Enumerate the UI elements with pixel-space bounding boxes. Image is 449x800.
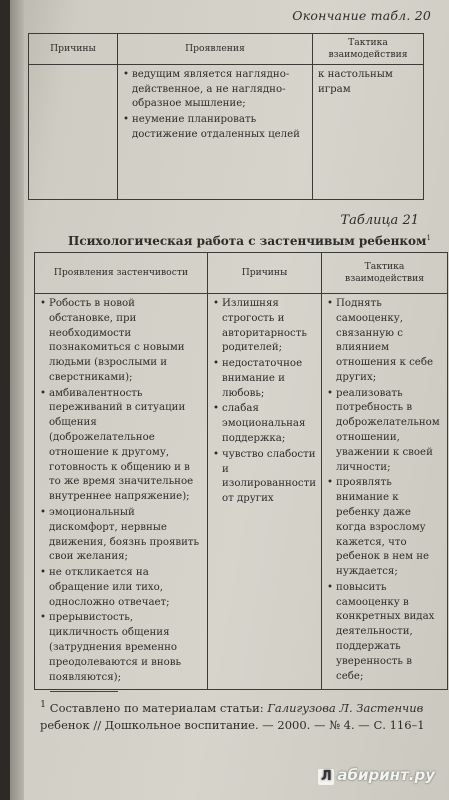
table-number: Таблица 21 — [340, 213, 419, 228]
list-item: • не откликается на обращение или тихо, односложно отвечает; — [40, 566, 202, 610]
table-20-cell-manifestations — [118, 64, 313, 199]
table-21 — [34, 252, 448, 690]
list-item: • прерывистость, цикличность общения (затруднения временно преодолеваются и вновь появляются); — [40, 611, 202, 685]
labirint-logo-icon: Л — [318, 769, 334, 785]
table-20-header-reasons: Причины — [29, 34, 118, 65]
table-21-header-reasons: Причины — [208, 253, 322, 294]
footnote: $^1$ Составлено по материалам статьи: Галигузова Л. Застенчив ребенок // Дошкольное воспитание. — 2000. — № 4. — С. 116–1 — [40, 699, 425, 732]
table-20 — [28, 33, 424, 200]
list-item: • проявлять внимание к ребенку даже когда взрослому кажется, что ребенок в нем не нуждается; — [327, 476, 442, 579]
table-21-row — [35, 294, 448, 690]
footnote-author: Галигузова Л. Застенчив — [267, 700, 424, 715]
footnote-divider — [50, 691, 118, 692]
table-continuation-label: Окончание табл. 20 — [292, 8, 431, 23]
labirint-watermark-logo: Л абиринт.ру — [318, 766, 435, 785]
table-20-header-tactics: Тактика взаимодействия — [313, 34, 424, 65]
list-item: • повысить самооценку в конкретных видах деятельности, поддержать уверенность в себе; — [327, 581, 442, 684]
list-item: • Робость в новой обстановке, при необходимости познакомиться с новыми людьми (взрослыми и сверстниками); — [40, 297, 202, 386]
table-21-header-tactics: Тактика взаимодействия — [322, 253, 448, 294]
list-item: • чувство слабости и изолированности от других — [213, 448, 316, 507]
book-page — [10, 0, 449, 800]
table-20-header-manifestations: Проявления — [118, 34, 313, 65]
table-20-cell-tactics: к настольным играм — [313, 64, 424, 199]
table-20-header-row — [29, 34, 424, 65]
table-20-cell-reasons — [29, 64, 118, 199]
list-item: • Излишняя строгость и авторитарность родителей; — [213, 297, 316, 356]
page-gutter — [10, 0, 24, 800]
list-item: • слабая эмоциональная поддержка; — [213, 402, 316, 446]
list-item: • недостаточное внимание и любовь; — [213, 357, 316, 401]
table-21-cell-reasons — [208, 294, 322, 690]
list-item: • ведущим является наглядно-действенное, а не наглядно-образное мышление; — [123, 68, 307, 112]
list-item: • реализовать потребность в доброжелательном отношении, уважении к своей личности; — [327, 387, 442, 476]
list-item: • неумение планировать достижение отдаленных целей — [123, 113, 307, 143]
table-20-row — [29, 64, 424, 199]
table-21-cell-manifestations — [35, 294, 208, 690]
table-title: Психологическая работа с застенчивым ребенком$^1$ — [68, 234, 431, 248]
table-21-header-row — [35, 253, 448, 294]
list-item: • амбивалентность переживаний в ситуации общения (доброжелательное отношение к другому, готовность к общению и в то же время значительное внутреннее напряжение); — [40, 387, 202, 505]
footnote-mark: 1 — [40, 699, 47, 710]
table-21-cell-tactics — [322, 294, 448, 690]
list-item: • эмоциональный дискомфорт, нервные движения, боязнь проявить свои желания; — [40, 506, 202, 565]
table-21-header-manifestations: Проявления застенчивости — [35, 253, 208, 294]
list-item: • Поднять самооценку, связанную с влиянием отношения к себе других; — [327, 297, 442, 386]
